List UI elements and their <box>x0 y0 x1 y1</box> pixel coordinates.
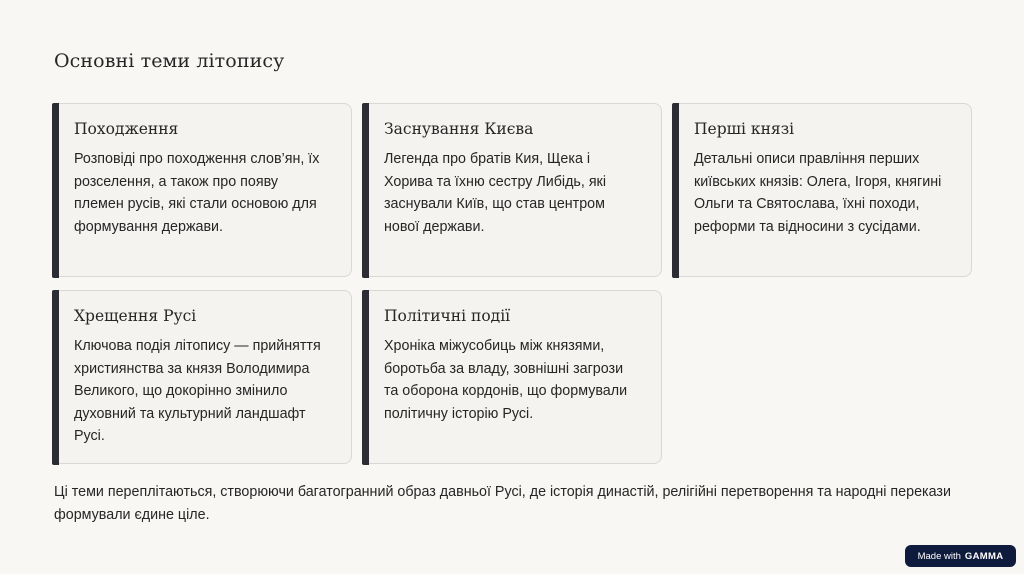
card-text: Ключова подія літопису — прийняття християнства за князя Володимира Великого, що докорінно змінило духовний та культурний ландшафт Русі. <box>74 338 321 444</box>
card-text: Розповіді про походження слов’ян, їх розселення, а також про появу племен русів, які стали основою для формування держави. <box>74 151 320 235</box>
card-text: Детальні описи правління перших київських князів: Олега, Ігоря, княгині Ольги та Святослава, їхні походи, реформи та відносини з сусідами. <box>694 151 942 235</box>
theme-card-political-events <box>364 290 662 464</box>
page-title: Основні теми літопису <box>54 50 285 72</box>
made-with-gamma-badge[interactable] <box>905 545 1016 567</box>
theme-card-kyiv-founding <box>364 103 662 277</box>
summary-text: Ці теми переплітаються, створюючи багатогранний образ давньої Русі, де історія династій, релігійні перетворення та народні перекази формували єдине ціле. <box>54 484 951 523</box>
card-title: Політичні події <box>384 307 511 325</box>
theme-card-origin <box>54 103 352 277</box>
theme-card-baptism <box>54 290 352 464</box>
card-title: Хрещення Русі <box>74 307 197 325</box>
card-text: Легенда про братів Кия, Щека і Хорива та їхню сестру Либідь, які заснували Київ, що став центром нової держави. <box>384 151 606 235</box>
gamma-logo: GAMMA <box>964 550 1004 562</box>
card-title: Походження <box>74 120 179 138</box>
card-title: Перші князі <box>694 120 795 138</box>
card-text: Хроніка міжусобиць між князями, боротьба за владу, зовнішні загрози та оборона кордонів, що формували політичну історію Русі. <box>384 338 628 422</box>
badge-prefix: Made with <box>917 550 961 562</box>
card-title: Заснування Києва <box>384 120 534 138</box>
theme-card-first-princes <box>674 103 972 277</box>
